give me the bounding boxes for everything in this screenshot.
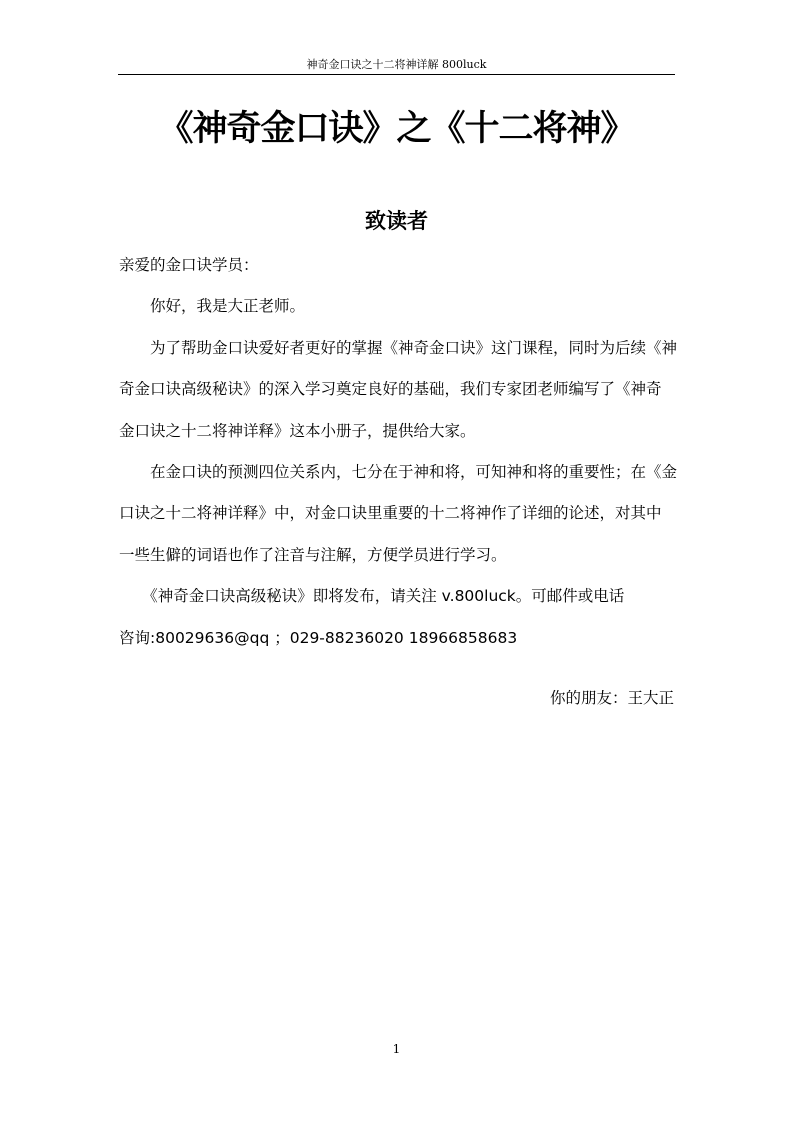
greeting-line: 你好，我是大正老师。 [119,297,306,315]
contact-line: 咨询:80029636@qq ；029-88236020 18966858683 [119,629,518,647]
body-line: 金口诀之十二将神详释》这本小册子，提供给大家。 [119,422,476,440]
salutation-line: 亲爱的金口诀学员： [119,256,259,274]
page-number: 1 [392,1042,401,1056]
section-heading: 致读者 [365,209,428,233]
body-line: 为了帮助金口诀爱好者更好的掌握《神奇金口诀》这门课程，同时为后续《神 [119,339,678,357]
document-title: 《神奇金口诀》之《十二将神》 [158,109,635,149]
signature: 你的朋友：王大正 [549,689,674,707]
body-line: 奇金口诀高级秘诀》的深入学习奠定良好的基础，我们专家团老师编写了《神奇 [119,380,662,398]
header-rule [118,74,675,75]
running-header: 神奇金口诀之十二将神详解 800luck [306,58,487,71]
body-line: 《神奇金口诀高级秘诀》即将发布，请关注 v.800luck。可邮件或电话 [119,587,625,605]
body-line: 一些生僻的词语也作了注音与注解，方便学员进行学习。 [119,546,507,564]
body-line: 在金口诀的预测四位关系内，七分在于神和将，可知神和将的重要性；在《金 [119,463,678,481]
body-line: 口诀之十二将神详释》中，对金口诀里重要的十二将神作了详细的论述，对其中 [119,504,662,522]
